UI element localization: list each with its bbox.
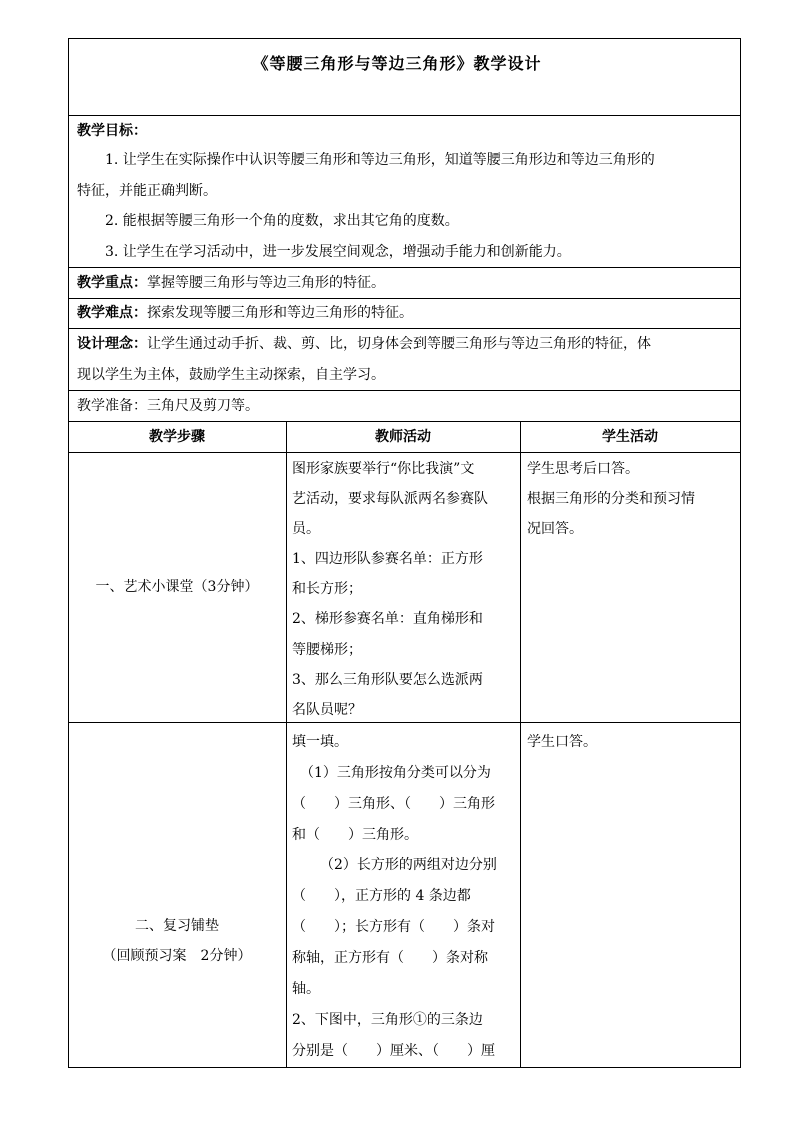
teacher-line: 和长方形； — [292, 581, 362, 597]
column-divider — [520, 421, 521, 1068]
teacher-line: 等腰梯形； — [292, 642, 362, 658]
teacher-line: （ ），正方形的 4 条边都 — [292, 888, 471, 904]
design-idea-line-1 — [77, 337, 651, 351]
teacher-line: 轴。 — [292, 981, 320, 997]
teacher-line: 分别是（ ）厘米、（ ）厘 — [292, 1043, 495, 1059]
teacher-line: 艺活动，要求每队派两名参赛队 — [292, 491, 488, 507]
step-2-label-line-2: （回顾预习案 2分钟） — [102, 948, 252, 964]
table-border-left — [68, 38, 69, 1068]
column-divider — [286, 421, 287, 1068]
teacher-line: （2）长方形的两组对边分别 — [320, 857, 497, 873]
step-2-label-line-1: 二、复习铺垫 — [135, 918, 219, 934]
design-idea-label: 设计理念： — [77, 336, 147, 352]
row-divider — [68, 390, 741, 391]
student-line: 况回答。 — [527, 521, 583, 537]
key-point — [77, 276, 385, 290]
document-title: 《等腰三角形与等边三角形》教学设计 — [252, 54, 542, 73]
row-divider — [68, 115, 741, 116]
row-divider — [68, 722, 741, 723]
objective-3: 3. 让学生在学习活动中，进一步发展空间观念，增强动手能力和创新能力。 — [105, 244, 571, 260]
difficulty — [77, 306, 413, 320]
teacher-line: 填一填。 — [292, 734, 348, 750]
teacher-line: 1、四边形队参赛名单：正方形 — [292, 551, 483, 567]
key-point-label: 教学重点： — [77, 275, 147, 291]
teacher-line: （ ）三角形、（ ）三角形 — [292, 796, 495, 812]
preparation: 教学准备：三角尺及剪刀等。 — [77, 398, 259, 414]
row-divider — [68, 267, 741, 268]
objective-1-line-1: 1. 让学生在实际操作中认识等腰三角形和等边三角形，知道等腰三角形边和等边三角形的 — [105, 152, 655, 168]
objective-1-line-2: 特征，并能正确判断。 — [77, 183, 217, 199]
table-border-bottom — [68, 1067, 741, 1068]
row-divider — [68, 452, 741, 453]
teacher-line: （ ）；长方形有（ ）条对 — [292, 919, 495, 935]
difficulty-label: 教学难点： — [77, 305, 147, 321]
student-line: 根据三角形的分类和预习情 — [527, 491, 695, 507]
student-line: 学生思考后口答。 — [527, 461, 639, 477]
table-border-top — [68, 38, 741, 39]
key-point-text: 掌握等腰三角形与等边三角形的特征。 — [147, 275, 385, 291]
teacher-line: 2、梯形参赛名单：直角梯形和 — [292, 611, 483, 627]
teacher-line: 和（ ）三角形。 — [292, 827, 418, 843]
row-divider — [68, 298, 741, 299]
teacher-line: 员。 — [292, 521, 320, 537]
header-steps: 教学步骤 — [149, 429, 205, 445]
row-divider — [68, 421, 741, 422]
header-teacher-activity: 教师活动 — [375, 429, 431, 445]
student-line: 学生口答。 — [527, 734, 597, 750]
teacher-line: 名队员呢？ — [292, 702, 362, 718]
teacher-line: 3、那么三角形队要怎么选派两 — [292, 672, 483, 688]
design-idea-line-2: 现以学生为主体，鼓励学生主动探索，自主学习。 — [77, 367, 385, 383]
step-1-label: 一、艺术小课堂（3分钟） — [95, 579, 259, 595]
table-border-right — [740, 38, 741, 1068]
header-student-activity: 学生活动 — [602, 429, 658, 445]
design-idea-text: 让学生通过动手折、裁、剪、比，切身体会到等腰三角形与等边三角形的特征，体 — [147, 336, 651, 352]
teacher-line: 2、下图中，三角形①的三条边 — [292, 1012, 483, 1028]
row-divider — [68, 328, 741, 329]
teacher-line: （1）三角形按角分类可以分为 — [300, 765, 491, 781]
difficulty-text: 探索发现等腰三角形和等边三角形的特征。 — [147, 305, 413, 321]
objective-2: 2. 能根据等腰三角形一个角的度数，求出其它角的度数。 — [105, 213, 459, 229]
teacher-line: 称轴，正方形有（ ）条对称 — [292, 950, 488, 966]
teacher-line: 图形家族要举行“你比我演”文 — [292, 461, 475, 477]
objectives-label: 教学目标： — [77, 123, 147, 139]
